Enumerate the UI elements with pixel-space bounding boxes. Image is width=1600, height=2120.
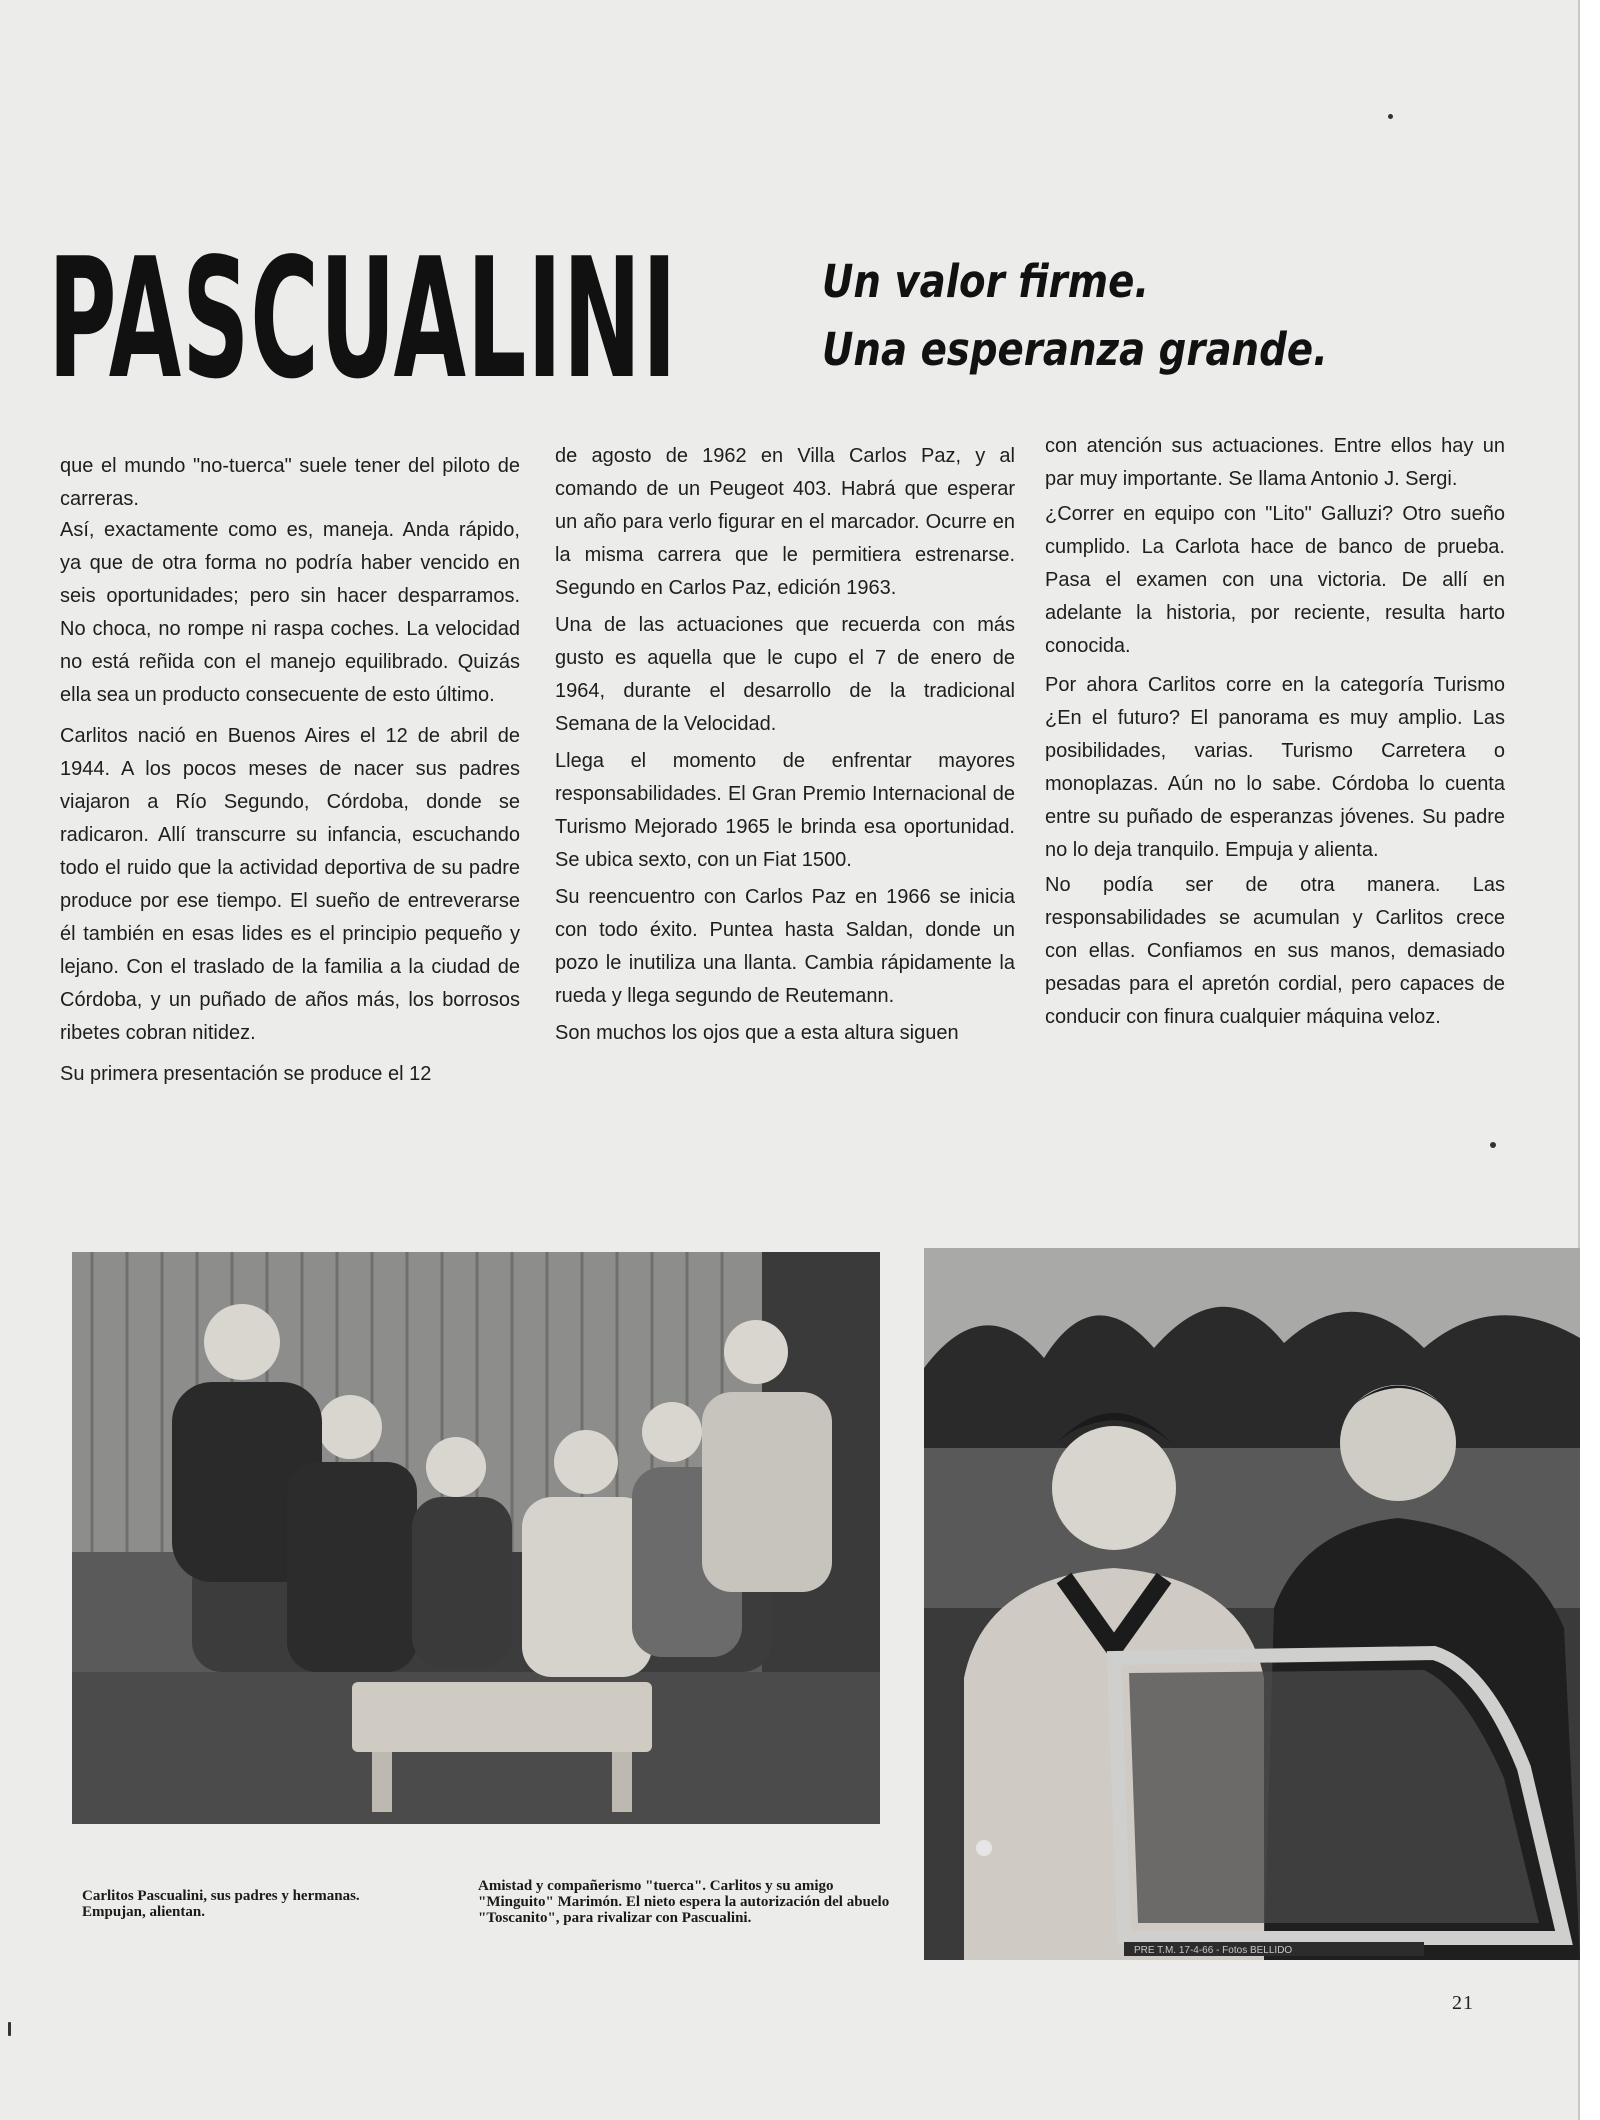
friends-photo — [924, 1248, 1580, 1960]
paragraph: con atención sus actuaciones. Entre ellos hay un par muy importante. Se llama Antonio J. Sergi. — [1045, 435, 1505, 490]
caption-family: Carlitos Pascualini, sus padres y hermanas. Empujan, alientan. — [82, 1888, 360, 1920]
paragraph: de agosto de 1962 en Villa Carlos Paz, y al comando de un Peugeot 403. Habrá que esperar un año para verlo figurar en el marcador. Ocurre en la misma carrera que le permitiera estrenarse. Segundo en Carlos Paz, edición 1963. — [555, 445, 1015, 599]
tagline-line-2: Una esperanza grande. — [822, 323, 1328, 376]
text-column-2 — [555, 440, 1015, 1050]
page-edge — [1578, 0, 1600, 2120]
paragraph: ¿Correr en equipo con "Lito" Galluzi? Otro sueño cumplido. La Carlota hace de banco de prueba. Pasa el examen con una victoria. De allí en adelante la historia, por reciente, resulta harto conocida. — [1045, 503, 1505, 657]
paragraph: Una de las actuaciones que recuerda con más gusto es aquella que le cupo el 7 de enero de 1964, durante el desarrollo de la tradicional Semana de la Velocidad. — [555, 614, 1015, 735]
paragraph: Llega el momento de enfrentar mayores responsabilidades. El Gran Premio Internacional de Turismo Mejorado 1965 le brinda esa oportunidad. Se ubica sexto, con un Fiat 1500. — [555, 750, 1015, 871]
paragraph: Por ahora Carlitos corre en la categoría Turismo ¿En el futuro? El panorama es muy amplio. Las posibilidades, varias. Turismo Carretera o monoplazas. Aún no lo sabe. Córdoba lo cuenta entre su puñado de esperanzas jóvenes. Su padre no lo deja tranquilo. Empuja y alienta. — [1045, 674, 1505, 861]
family-photo — [72, 1252, 880, 1824]
text-column-1 — [60, 450, 520, 1091]
print-speck — [1388, 114, 1393, 119]
headline: PASCUALINI — [48, 224, 678, 417]
friends-photo-image — [924, 1248, 1580, 1960]
paragraph: que el mundo "no-tuerca" suele tener del piloto de carreras. — [60, 455, 520, 510]
page-number: 21 — [1452, 1992, 1474, 2014]
paragraph: Así, exactamente como es, maneja. Anda rápido, ya que de otra forma no podría haber vencido en seis oportunidades; pero sin hacer desparramos. No choca, no rompe ni raspa coches. La velocidad no está reñida con el manejo equilibrado. Quizás ella sea un producto consecuente de esto último. — [60, 519, 520, 706]
photo-stamp: PRE T.M. 17-4-66 - Fotos BELLIDO — [1134, 1945, 1293, 1956]
paragraph: Su reencuentro con Carlos Paz en 1966 se inicia con todo éxito. Puntea hasta Saldan, donde un pozo le inutiliza una llanta. Cambia rápidamente la rueda y llega segundo de Reutemann. — [555, 886, 1015, 1007]
paragraph: Su primera presentación se produce el 12 — [60, 1063, 432, 1085]
print-speck — [8, 2022, 11, 2036]
family-photo-image — [72, 1252, 880, 1824]
text-column-3 — [1045, 430, 1505, 1034]
print-speck — [1490, 1142, 1496, 1148]
paragraph: Carlitos nació en Buenos Aires el 12 de abril de 1944. A los pocos meses de nacer sus padres viajaron a Río Segundo, Córdoba, donde se radicaron. Allí transcurre su infancia, escuchando todo el ruido que la actividad deportiva de su padre produce por ese tiempo. El sueño de entreverarse él también en esas lides es el principio pequeño y lejano. Con el traslado de la familia a la ciudad de Córdoba, y un puñado de años más, los borrosos ribetes cobran nitidez. — [60, 725, 520, 1044]
paragraph: No podía ser de otra manera. Las responsabilidades se acumulan y Carlitos crece con ellas. Confiamos en sus manos, demasiado pesadas para el apretón cordial, pero capaces de conducir con finura cualquier máquina veloz. — [1045, 874, 1505, 1028]
caption-friends: Amistad y compañerismo "tuerca". Carlitos y su amigo "Minguito" Marimón. El nieto espera la autorización del abuelo "Toscanito", para rivalizar con Pascualini. — [478, 1878, 890, 1926]
paragraph: Son muchos los ojos que a esta altura siguen — [555, 1022, 959, 1044]
tagline — [822, 248, 1328, 384]
tagline-line-1: Un valor firme. — [822, 255, 1150, 308]
